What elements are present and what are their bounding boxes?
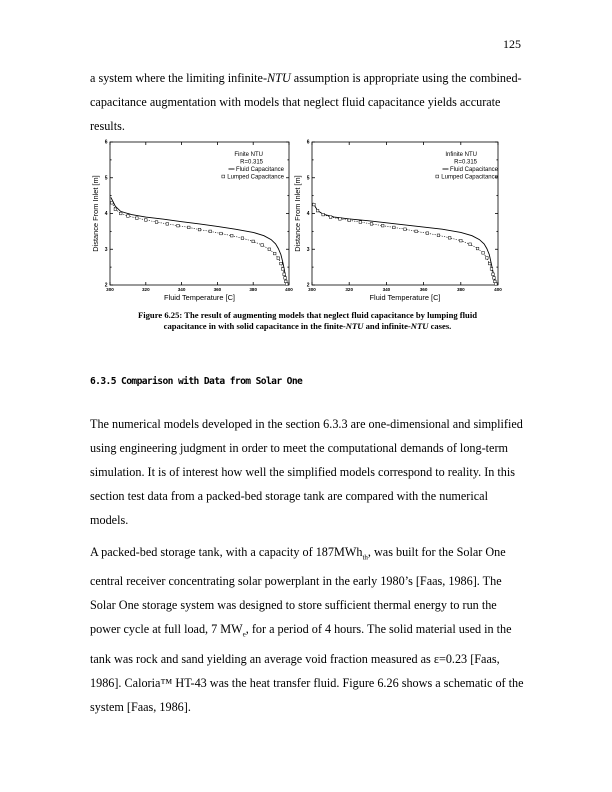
data-point-lumped-capacitance — [281, 268, 284, 271]
data-point-lumped-capacitance — [145, 219, 148, 222]
x-tick-label: 400 — [494, 287, 502, 292]
y-tick-label: 5 — [104, 175, 108, 182]
legend-title-line: R=0.315 — [240, 159, 263, 166]
x-tick-label: 300 — [106, 287, 114, 292]
data-point-lumped-capacitance — [426, 232, 429, 235]
text-line: A packed-bed storage tank, with a capacity of 187MWh$_{th}$, was built for the Solar One — [90, 545, 506, 562]
y-tick-label: 4 — [306, 211, 310, 218]
text-line: models. — [90, 513, 129, 527]
x-tick-label: 320 — [141, 287, 150, 292]
data-point-lumped-capacitance — [119, 212, 122, 215]
x-axis-label: Fluid Temperature [C] — [164, 293, 235, 302]
legend-title-line: Finite NTU — [234, 152, 263, 158]
data-point-lumped-capacitance — [252, 240, 255, 243]
data-point-lumped-capacitance — [273, 252, 276, 255]
x-tick-label: 400 — [285, 287, 293, 292]
text-line: results. — [90, 119, 125, 133]
y-tick-label: 4 — [104, 211, 108, 218]
data-point-lumped-capacitance — [469, 243, 472, 246]
page-number: 125 — [503, 37, 521, 51]
series-line-lumped-capacitance — [314, 205, 496, 284]
y-tick-label: 5 — [306, 175, 310, 182]
legend-entry-lumped-capacitance: Lumped Capacitance — [441, 174, 498, 181]
series-line-fluid-capacitance — [111, 197, 288, 285]
text-line: using engineering judgment in order to meet the computational demands of long-term — [90, 441, 508, 455]
data-point-lumped-capacitance — [283, 273, 286, 276]
data-point-lumped-capacitance — [268, 248, 271, 251]
data-point-lumped-capacitance — [187, 226, 190, 229]
y-tick-label: 6 — [306, 139, 310, 146]
data-point-lumped-capacitance — [166, 223, 169, 226]
data-point-lumped-capacitance — [460, 239, 463, 242]
figure-6-25 — [0, 0, 612, 310]
legend-title-line: Infinite NTU — [445, 152, 477, 158]
paragraph-solar-one — [90, 540, 525, 719]
y-axis-label: Distance From Inlet [m] — [91, 175, 100, 252]
text-line: tank was rock and sand yielding an average void fraction measured as ε=0.23 [Faas, — [90, 651, 500, 666]
legend-entry-lumped-capacitance: Lumped Capacitance — [227, 174, 284, 181]
data-point-lumped-capacitance — [277, 257, 280, 260]
y-tick-label: 3 — [306, 246, 310, 253]
data-point-lumped-capacitance — [476, 247, 479, 250]
caption-line: Figure 6.25: The result of augmenting models that neglect fluid capacitance by lumping fluid — [138, 310, 477, 320]
x-tick-label: 340 — [382, 287, 391, 292]
data-point-lumped-capacitance — [114, 208, 117, 211]
y-tick-label: 2 — [104, 282, 108, 289]
text-line: Solar One storage system was designed to store sufficient thermal energy to run the — [90, 598, 497, 613]
data-point-lumped-capacitance — [241, 237, 244, 240]
x-tick-label: 300 — [308, 287, 316, 292]
data-point-lumped-capacitance — [486, 257, 489, 260]
section-heading: 6.3.5 Comparison with Data from Solar One — [90, 376, 303, 387]
x-axis-label: Fluid Temperature [C] — [369, 293, 441, 302]
data-point-lumped-capacitance — [393, 226, 396, 229]
data-point-lumped-capacitance — [198, 228, 201, 231]
data-point-lumped-capacitance — [230, 234, 233, 237]
data-point-lumped-capacitance — [492, 273, 495, 276]
data-point-lumped-capacitance — [482, 252, 485, 255]
data-point-lumped-capacitance — [313, 203, 316, 206]
data-point-lumped-capacitance — [322, 213, 325, 216]
x-tick-label: 360 — [419, 287, 428, 292]
x-tick-label: 340 — [177, 287, 186, 292]
data-point-lumped-capacitance — [110, 201, 113, 204]
paragraph-numerical-models — [90, 412, 525, 532]
y-tick-label: 3 — [104, 246, 108, 253]
data-point-lumped-capacitance — [415, 230, 418, 233]
data-point-lumped-capacitance — [494, 280, 497, 283]
data-point-lumped-capacitance — [177, 224, 180, 227]
data-point-lumped-capacitance — [316, 209, 319, 212]
data-point-lumped-capacitance — [284, 280, 287, 283]
caption-line: capacitance in with solid capacitance in the finite-NTU and infinite-NTU cases. — [163, 321, 452, 331]
text-line: power cycle at full load, 7 $MW_e$, for a period of 4 hours. The solid material used in the — [90, 622, 512, 639]
data-point-lumped-capacitance — [136, 217, 139, 220]
data-point-lumped-capacitance — [370, 223, 373, 226]
text-line: 1986]. Caloria™ HT-43 was the heat transfer fluid. Figure 6.26 shows a schematic of the — [90, 675, 524, 690]
legend-entry-fluid-capacitance: Fluid Capacitance — [449, 167, 498, 173]
data-point-lumped-capacitance — [494, 283, 497, 286]
data-point-lumped-capacitance — [285, 283, 288, 286]
x-tick-label: 360 — [213, 287, 222, 292]
data-point-lumped-capacitance — [437, 234, 440, 237]
text-line: capacitance augmentation with models that neglect fluid capacitance yields accurate — [90, 95, 501, 109]
data-point-lumped-capacitance — [490, 268, 493, 271]
data-point-lumped-capacitance — [493, 277, 496, 280]
y-axis-label: Distance From Inlet [m] — [293, 175, 302, 252]
y-tick-label: 2 — [306, 282, 310, 289]
x-tick-label: 380 — [249, 287, 258, 292]
legend-title-line: R=0.315 — [454, 159, 477, 166]
data-point-lumped-capacitance — [209, 230, 212, 233]
text-line: section test data from a packed-bed storage tank are compared with the numerical — [90, 489, 488, 503]
data-point-lumped-capacitance — [404, 228, 407, 231]
data-point-lumped-capacitance — [488, 262, 491, 265]
data-point-lumped-capacitance — [280, 262, 283, 265]
data-point-lumped-capacitance — [261, 244, 264, 247]
series-line-lumped-capacitance — [112, 203, 287, 284]
data-point-lumped-capacitance — [127, 215, 130, 218]
y-tick-label: 6 — [104, 139, 108, 146]
x-tick-label: 320 — [345, 287, 354, 292]
text-line: simulation. It is of interest how well the simplified models correspond to reality. In this — [90, 465, 516, 479]
chart-panel-1 — [91, 140, 293, 302]
x-tick-label: 380 — [456, 287, 465, 292]
text-line: The numerical models developed in the section 6.3.3 are one-dimensional and simplified — [90, 417, 523, 431]
data-point-lumped-capacitance — [155, 221, 158, 224]
data-point-lumped-capacitance — [220, 232, 223, 235]
data-point-lumped-capacitance — [348, 219, 351, 222]
data-point-lumped-capacitance — [359, 221, 362, 224]
data-point-lumped-capacitance — [381, 224, 384, 227]
text-line: system [Faas, 1986]. — [90, 699, 191, 714]
chart-panel-2 — [293, 140, 502, 302]
data-point-lumped-capacitance — [284, 277, 287, 280]
legend-symbol-marker — [222, 175, 225, 178]
legend-entry-fluid-capacitance: Fluid Capacitance — [235, 167, 284, 173]
figure-caption — [90, 310, 525, 332]
data-point-lumped-capacitance — [339, 218, 342, 221]
data-point-lumped-capacitance — [448, 237, 451, 240]
data-point-lumped-capacitance — [329, 216, 332, 219]
text-line: central receiver concentrating solar powerplant in the early 1980’s [Faas, 1986]. The — [90, 574, 502, 589]
legend-symbol-marker — [436, 175, 439, 178]
text-line: a system where the limiting infinite-NTU assumption is appropriate using the combined- — [90, 71, 522, 85]
